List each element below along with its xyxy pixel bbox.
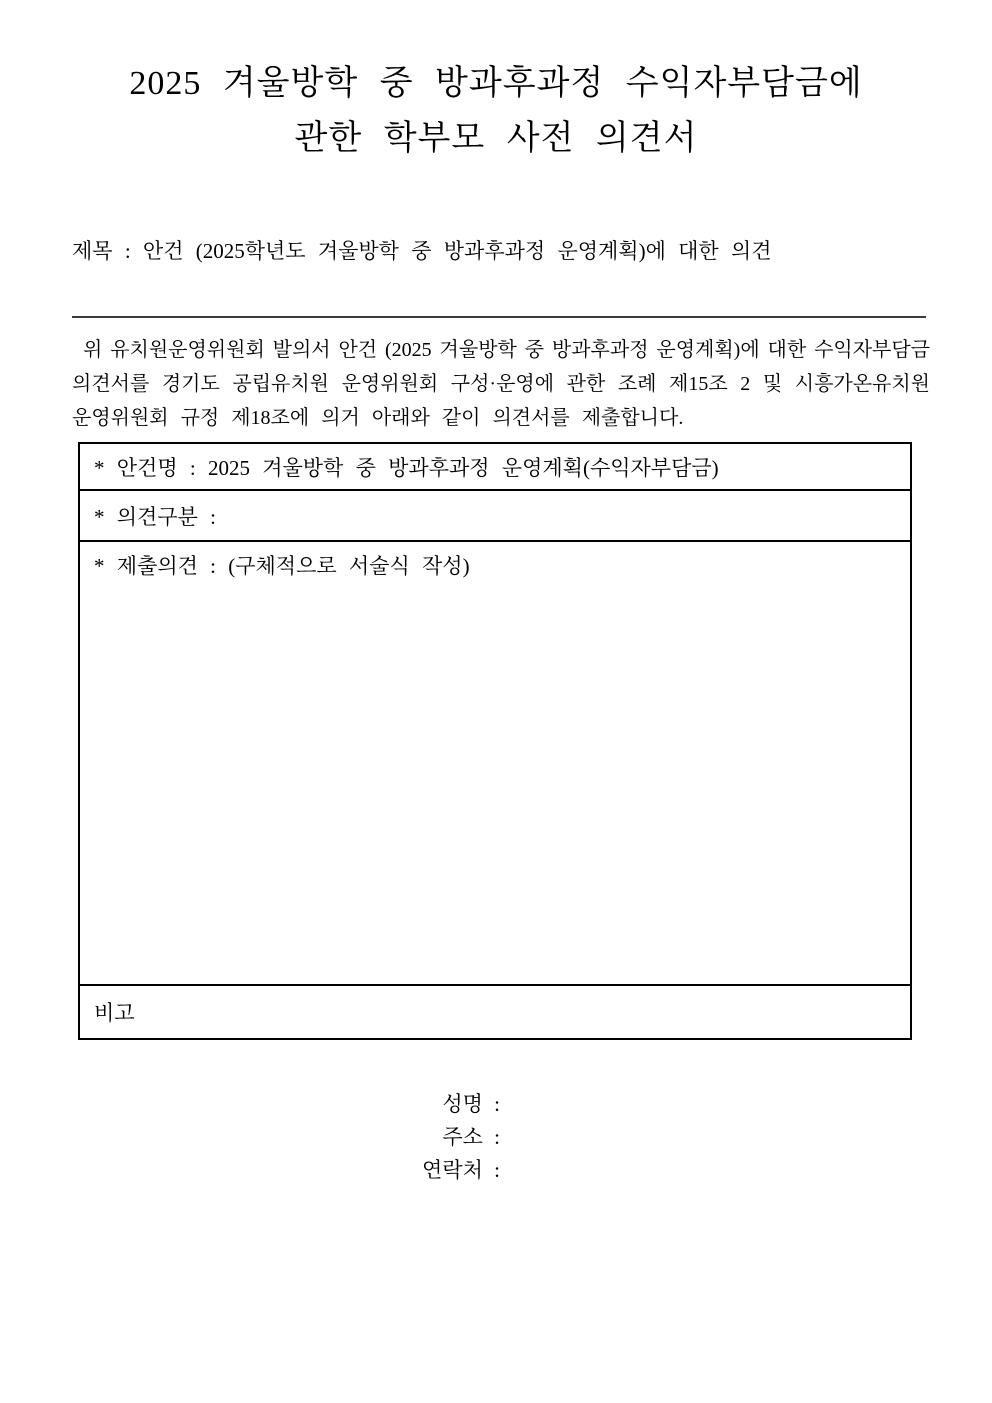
- submitted-opinion-row: [80, 540, 910, 984]
- opinion-type-row: [80, 489, 910, 540]
- agenda-name-row: [80, 444, 910, 489]
- remarks-row: [80, 984, 910, 1038]
- document-title-line-2: 관한 학부모 사전 의견서: [294, 120, 698, 157]
- document-title-line-1: 2025 겨울방학 중 방과후과정 수익자부담금에: [129, 65, 863, 102]
- remarks-label: 비고: [94, 1001, 135, 1025]
- body-paragraph: [72, 333, 930, 435]
- opinion-form-table: [78, 442, 912, 1040]
- body-paragraph-line-2: 의견서를 경기도 공립유치원 운영위원회 구성·운영에 관한 조례 제15조 2 및 시흥가온유치원: [72, 373, 930, 395]
- opinion-type-label: * 의견구분 :: [94, 504, 216, 529]
- address-field-label: 주소 :: [442, 1125, 500, 1149]
- body-paragraph-line-1: 위 유치원운영위원회 발의서 안건 (2025 겨울방학 중 방과후과정 운영계획)에 대한 수익자부담금: [83, 339, 930, 361]
- signature-block: [0, 1088, 500, 1187]
- agenda-name-label: * 안건명 : 2025 겨울방학 중 방과후과정 운영계획(수익자부담금): [94, 455, 719, 480]
- contact-field-label: 연락처 :: [422, 1158, 500, 1182]
- body-paragraph-line-3: 운영위원회 규정 제18조에 의거 아래와 같이 의견서를 제출합니다.: [72, 407, 684, 429]
- submitted-opinion-label: * 제출의견 : (구체적으로 서술식 작성): [94, 554, 470, 578]
- subject-line: 제목 : 안건 (2025학년도 겨울방학 중 방과후과정 운영계획)에 대한 의견: [72, 239, 772, 263]
- name-field-label: 성명 :: [442, 1092, 500, 1116]
- document-title: [0, 56, 992, 166]
- divider-rule: [72, 316, 926, 318]
